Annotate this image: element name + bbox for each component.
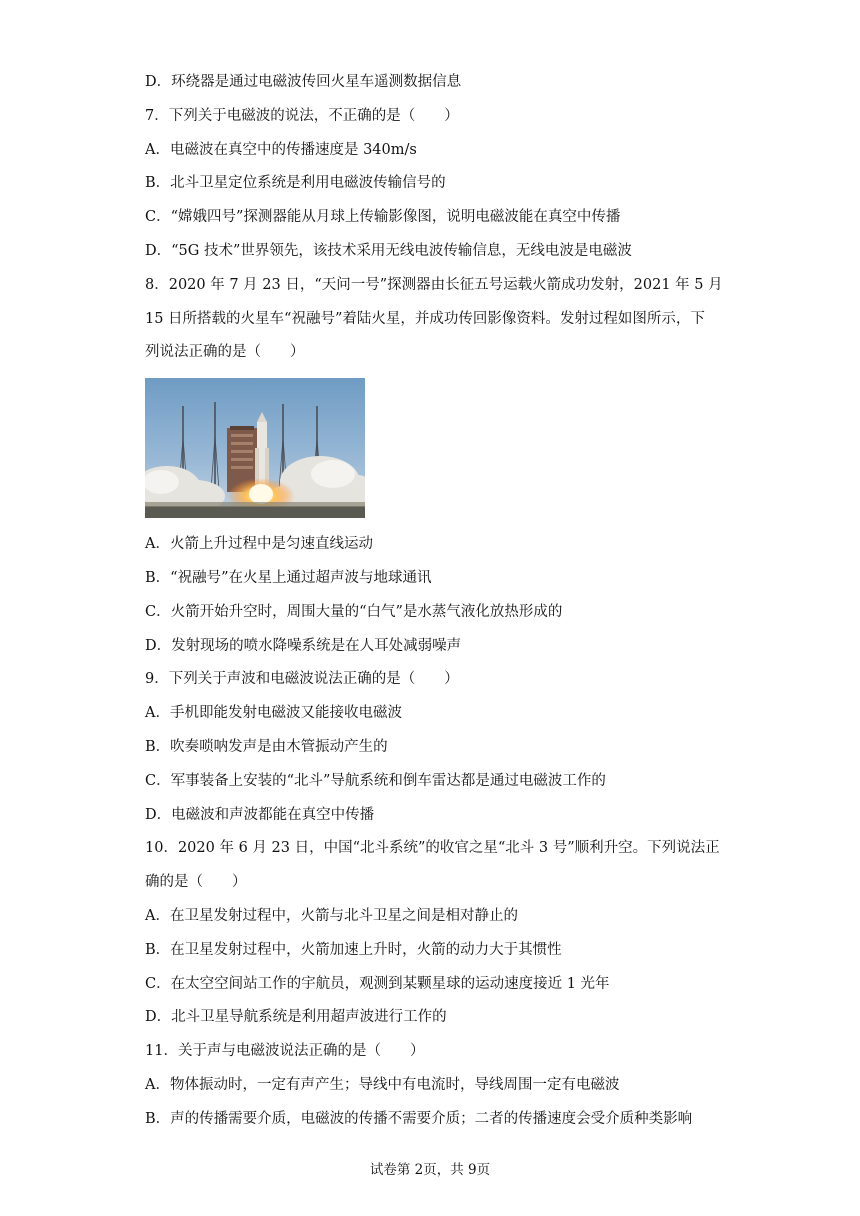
q8-option-c: C．火箭开始升空时，周围大量的“白气”是水蒸气液化放热形成的 — [145, 604, 563, 620]
q10-option-c: C．在太空空间站工作的宇航员，观测到某颗星球的运动速度接近 1 光年 — [145, 976, 610, 992]
q10-option-a: A．在卫星发射过程中，火箭与北斗卫星之间是相对静止的 — [145, 908, 518, 924]
q10-stem-line-2: 确的是（ ） — [145, 874, 247, 890]
q9-option-a: A．手机即能发射电磁波又能接收电磁波 — [145, 705, 402, 721]
q7-option-b: B．北斗卫星定位系统是利用电磁波传输信号的 — [145, 175, 446, 191]
q8-stem-line-1: 8．2020 年 7 月 23 日，“天问一号”探测器由长征五号运载火箭成功发射，2021 年 5 月 — [145, 277, 723, 293]
q8-option-a: A．火箭上升过程中是匀速直线运动 — [145, 536, 373, 552]
q8-option-d: D．发射现场的喷水降噪系统是在人耳处减弱噪声 — [145, 638, 462, 654]
q10-option-d: D．北斗卫星导航系统是利用超声波进行工作的 — [145, 1009, 447, 1025]
q7-option-d: D．“5G 技术”世界领先，该技术采用无线电波传输信息，无线电波是电磁波 — [145, 243, 632, 259]
q8-stem-line-2: 15 日所搭载的火星车“祝融号”着陆火星，并成功传回影像资料。发射过程如图所示，下 — [145, 311, 705, 327]
q8-stem-line-3: 列说法正确的是（ ） — [145, 344, 305, 360]
q10-option-b: B．在卫星发射过程中，火箭加速上升时，火箭的动力大于其惯性 — [145, 942, 562, 958]
page-footer: 试卷第 2页，共 9页 — [369, 1162, 491, 1178]
rocket-launch-photo — [145, 378, 365, 518]
q6-option-d: D．环绕器是通过电磁波传回火星车遥测数据信息 — [145, 74, 462, 90]
q9-stem: 9．下列关于声波和电磁波说法正确的是（ ） — [145, 671, 459, 687]
q7-option-a: A．电磁波在真空中的传播速度是 340m/s — [145, 142, 417, 158]
q7-option-c: C．“嫦娥四号”探测器能从月球上传输影像图，说明电磁波能在真空中传播 — [145, 209, 621, 225]
q8-option-b: B．“祝融号”在火星上通过超声波与地球通讯 — [145, 570, 432, 586]
q10-stem-line-1: 10．2020 年 6 月 23 日，中国“北斗系统”的收官之星“北斗 3 号”顺利升空。下列说法正 — [145, 840, 720, 856]
q7-stem: 7．下列关于电磁波的说法，不正确的是（ ） — [145, 108, 459, 124]
q11-option-b: B．声的传播需要介质，电磁波的传播不需要介质；二者的传播速度会受介质种类影响 — [145, 1111, 693, 1127]
q11-stem: 11．关于声与电磁波说法正确的是（ ） — [145, 1043, 425, 1059]
q9-option-b: B．吹奏唢呐发声是由木管振动产生的 — [145, 739, 388, 755]
q9-option-d: D．电磁波和声波都能在真空中传播 — [145, 807, 375, 823]
q9-option-c: C．军事装备上安装的“北斗”导航系统和倒车雷达都是通过电磁波工作的 — [145, 773, 606, 789]
q11-option-a: A．物体振动时，一定有声产生；导线中有电流时，导线周围一定有电磁波 — [145, 1077, 620, 1093]
